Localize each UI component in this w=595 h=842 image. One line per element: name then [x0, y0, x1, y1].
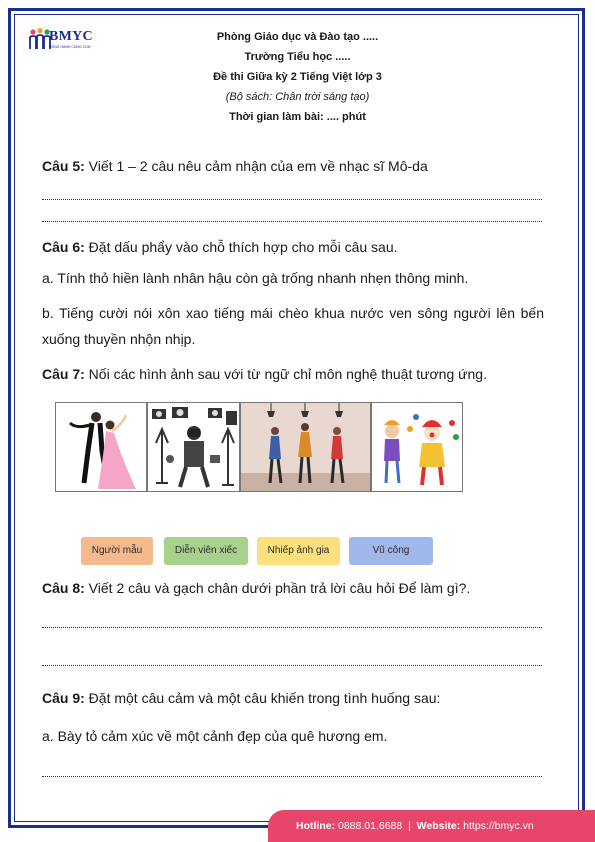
question-5-label: Câu 5:	[42, 158, 85, 174]
question-6	[42, 237, 544, 257]
website-link[interactable]: https://bmyc.vn	[460, 820, 534, 832]
brand-tagline: ĐỒNG HÀNH CÙNG CON	[49, 45, 91, 49]
question-9-situation-a: a. Bày tỏ cảm xúc về một cảnh đẹp của quê hương em.	[42, 728, 388, 744]
answer-line[interactable]	[42, 776, 542, 777]
website-label: Website:	[416, 820, 461, 832]
tag-dancer[interactable]	[349, 537, 433, 565]
dancer-image	[55, 402, 147, 492]
question-9-label: Câu 9:	[42, 690, 85, 706]
contact-footer	[268, 810, 595, 842]
question-9	[42, 688, 544, 708]
question-8-label: Câu 8:	[42, 580, 85, 596]
tag-dancer-label: Vũ công	[372, 545, 410, 556]
question-6-text: Đặt dấu phẩy vào chỗ thích hợp cho mỗi câu sau.	[84, 239, 398, 255]
tag-model[interactable]	[81, 537, 153, 565]
question-5-text: Viết 1 – 2 câu nêu cảm nhận của em về nhạc sĩ Mô-da	[84, 158, 428, 174]
tag-model-label: Người mẫu	[91, 545, 143, 556]
answer-line[interactable]	[42, 199, 542, 200]
answer-line[interactable]	[42, 665, 542, 666]
question-6-sentence-b: b. Tiếng cười nói xôn xao tiếng mái chèo khua nước ven sông người lên bến xuống thuyền nhộn nhịp.	[42, 305, 544, 347]
header-duration: Thời gian làm bài: .... phút	[229, 111, 366, 123]
answer-line[interactable]	[42, 627, 542, 628]
question-7-label: Câu 7:	[42, 366, 85, 382]
tag-circus-performer-label: Diễn viên xiếc	[174, 545, 238, 556]
question-6-sentence-a: a. Tính thỏ hiền lành nhân hậu còn gà trống nhanh nhẹn thông minh.	[42, 270, 469, 286]
header-school: Trường Tiểu học .....	[244, 51, 351, 63]
hotline-label: Hotline:	[296, 820, 336, 832]
question-9-text: Đặt một câu cảm và một câu khiến trong tình huống sau:	[84, 690, 441, 706]
tag-photographer[interactable]	[257, 537, 340, 565]
question-8	[42, 578, 544, 598]
photographer-image	[147, 402, 240, 492]
footer-separator: |	[408, 820, 411, 832]
model-image	[240, 402, 371, 492]
question-7-text: Nối các hình ảnh sau với từ ngữ chỉ môn nghệ thuật tương ứng.	[84, 366, 487, 382]
question-6-label: Câu 6:	[42, 239, 85, 255]
header-department: Phòng Giáo dục và Đào tạo .....	[216, 31, 379, 43]
question-5	[42, 156, 544, 176]
circus-image	[371, 402, 463, 492]
answer-line[interactable]	[42, 221, 542, 222]
header-exam-title: Đề thi Giữa kỳ 2 Tiếng Việt lớp 3	[213, 71, 382, 83]
hotline-number[interactable]: 0888.01.6688	[335, 820, 403, 832]
brand-name: BMYC	[49, 29, 93, 44]
header-book-series: (Bộ sách: Chân trời sáng tạo)	[225, 91, 370, 103]
tag-photographer-label: Nhiếp ảnh gia	[267, 545, 330, 556]
question-8-text: Viết 2 câu và gạch chân dưới phần trả lời câu hỏi Để làm gì?.	[84, 580, 471, 596]
question-7	[42, 364, 544, 384]
tag-circus-performer[interactable]	[164, 537, 248, 565]
